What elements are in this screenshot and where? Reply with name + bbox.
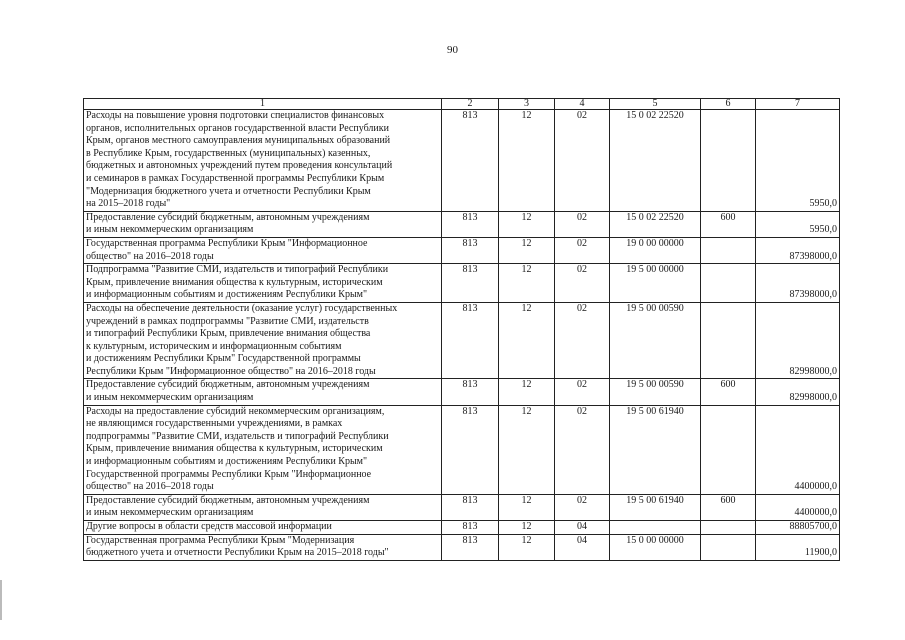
- section-code: 12: [499, 379, 555, 405]
- subsection-code: 02: [555, 264, 610, 303]
- description-line: и иным некоммерческим организациям: [86, 507, 254, 519]
- target-article-code: 19 5 00 61940: [610, 405, 701, 494]
- subsection-code: 04: [555, 534, 610, 560]
- subsection-code: 02: [555, 302, 610, 379]
- description-line: подпрограммы "Развитие СМИ, издательств и типографий Республики: [86, 430, 389, 442]
- description-line: Расходы на обеспечение деятельности (оказание услуг) государственных: [86, 302, 398, 314]
- header-row: [84, 99, 840, 110]
- expense-type-code: 600: [701, 494, 756, 520]
- ministry-code: 813: [442, 494, 499, 520]
- expense-type-code: [701, 534, 756, 560]
- table-row: [84, 534, 840, 560]
- target-article-code: 15 0 00 00000: [610, 534, 701, 560]
- subsection-code: 02: [555, 405, 610, 494]
- description-line: Государственной программы Республики Крым "Информационное: [86, 468, 372, 480]
- column-header-4: 4: [555, 99, 610, 110]
- row-description: [84, 521, 442, 535]
- section-code: 12: [499, 405, 555, 494]
- description-line: общество" на 2016–2018 годы: [86, 481, 214, 493]
- column-header-1: 1: [84, 99, 442, 110]
- target-article-code: 19 5 00 00590: [610, 302, 701, 379]
- section-code: 12: [499, 302, 555, 379]
- description-line: Крым, привлечение внимания общества к культурным, историческим: [86, 443, 383, 455]
- target-article-code: 19 5 00 00000: [610, 264, 701, 303]
- description-line: и иным некоммерческим организациям: [86, 224, 254, 236]
- section-code: 12: [499, 237, 555, 263]
- expense-type-code: [701, 405, 756, 494]
- table-row: [84, 110, 840, 212]
- row-description: [84, 110, 442, 212]
- description-line: и типографий Республики Крым, привлечение внимания общества: [86, 328, 371, 340]
- table-row: [84, 494, 840, 520]
- row-description: [84, 264, 442, 303]
- description-line: Государственная программа Республики Крым "Информационное: [86, 237, 368, 249]
- expense-type-code: [701, 264, 756, 303]
- column-header-7: 7: [756, 99, 840, 110]
- description-line: Другие вопросы в области средств массовой информации: [86, 521, 332, 532]
- amount: 82998000,0: [756, 302, 840, 379]
- description-line: и информационным событиям и достижениям Республики Крым": [86, 289, 368, 301]
- description-line: Государственная программа Республики Крым "Модернизация: [86, 534, 355, 546]
- amount: 87398000,0: [756, 237, 840, 263]
- target-article-code: 15 0 02 22520: [610, 110, 701, 212]
- description-line: органов, исполнительных органов государственной власти Республики: [86, 122, 389, 134]
- amount: 4400000,0: [756, 405, 840, 494]
- subsection-code: 04: [555, 521, 610, 535]
- table-row: [84, 405, 840, 494]
- description-line: Предоставление субсидий бюджетным, автономным учреждениям: [86, 379, 370, 391]
- budget-table: [83, 98, 840, 561]
- column-header-2: 2: [442, 99, 499, 110]
- subsection-code: 02: [555, 110, 610, 212]
- column-header-5: 5: [610, 99, 701, 110]
- section-code: 12: [499, 534, 555, 560]
- description-line: Предоставление субсидий бюджетным, автономным учреждениям: [86, 494, 370, 506]
- description-line: Расходы на повышение уровня подготовки специалистов финансовых: [86, 110, 385, 121]
- row-description: [84, 302, 442, 379]
- table-row: [84, 237, 840, 263]
- amount: 11900,0: [756, 534, 840, 560]
- description-line: Предоставление субсидий бюджетным, автономным учреждениям: [86, 211, 370, 223]
- target-article-code: 19 0 00 00000: [610, 237, 701, 263]
- table-row: [84, 211, 840, 237]
- expense-type-code: 600: [701, 211, 756, 237]
- section-code: 12: [499, 110, 555, 212]
- target-article-code: 19 5 00 61940: [610, 494, 701, 520]
- expense-type-code: [701, 521, 756, 535]
- description-line: Расходы на предоставление субсидий некоммерческим организациям,: [86, 405, 385, 417]
- expense-type-code: [701, 237, 756, 263]
- description-line: не являющимся государственными учреждениями, в рамках: [86, 418, 343, 430]
- description-line: учреждений в рамках подпрограммы "Развитие СМИ, издательств: [86, 315, 369, 327]
- amount: 82998000,0: [756, 379, 840, 405]
- section-code: 12: [499, 521, 555, 535]
- table-row: [84, 379, 840, 405]
- amount: 5950,0: [756, 211, 840, 237]
- row-description: [84, 237, 442, 263]
- amount: 5950,0: [756, 110, 840, 212]
- target-article-code: 19 5 00 00590: [610, 379, 701, 405]
- description-line: Крым, привлечение внимания общества к культурным, историческим: [86, 276, 383, 288]
- expense-type-code: [701, 302, 756, 379]
- description-line: и семинаров в рамках Государственной программы Республики Крым: [86, 172, 385, 184]
- table-row: [84, 521, 840, 535]
- ministry-code: 813: [442, 379, 499, 405]
- description-line: Подпрограмма "Развитие СМИ, издательств и типографий Республики: [86, 264, 389, 276]
- amount: 4400000,0: [756, 494, 840, 520]
- description-line: бюджетных и автономных учреждений путем проведения консультаций: [86, 160, 393, 172]
- section-code: 12: [499, 211, 555, 237]
- amount: 88805700,0: [756, 521, 840, 535]
- section-code: 12: [499, 264, 555, 303]
- description-line: Крым, органов местного самоуправления муниципальных образований: [86, 135, 391, 147]
- column-header-6: 6: [701, 99, 756, 110]
- ministry-code: 813: [442, 521, 499, 535]
- section-code: 12: [499, 494, 555, 520]
- column-header-3: 3: [499, 99, 555, 110]
- ministry-code: 813: [442, 110, 499, 212]
- description-line: к культурным, историческим и информационным событиям: [86, 340, 342, 352]
- row-description: [84, 379, 442, 405]
- subsection-code: 02: [555, 237, 610, 263]
- row-description: [84, 405, 442, 494]
- description-line: Республики Крым "Информационное общество" на 2016–2018 годы: [86, 365, 376, 377]
- ministry-code: 813: [442, 534, 499, 560]
- scan-edge-mark: [0, 580, 2, 620]
- expense-type-code: 600: [701, 379, 756, 405]
- ministry-code: 813: [442, 237, 499, 263]
- amount: 87398000,0: [756, 264, 840, 303]
- description-line: и иным некоммерческим организациям: [86, 392, 254, 404]
- subsection-code: 02: [555, 211, 610, 237]
- description-line: общество" на 2016–2018 годы: [86, 250, 214, 262]
- target-article-code: [610, 521, 701, 535]
- table-row: [84, 302, 840, 379]
- subsection-code: 02: [555, 379, 610, 405]
- description-line: и достижениям Республики Крым" Государственной программы: [86, 353, 361, 365]
- subsection-code: 02: [555, 494, 610, 520]
- description-line: "Модернизация бюджетного учета и отчетности Республики Крым: [86, 185, 371, 197]
- expense-type-code: [701, 110, 756, 212]
- row-description: [84, 494, 442, 520]
- row-description: [84, 211, 442, 237]
- row-description: [84, 534, 442, 560]
- ministry-code: 813: [442, 211, 499, 237]
- page-number: 90: [447, 44, 458, 56]
- ministry-code: 813: [442, 405, 499, 494]
- description-line: на 2015–2018 годы": [86, 198, 171, 210]
- table-row: [84, 264, 840, 303]
- ministry-code: 813: [442, 264, 499, 303]
- description-line: и информационным событиям и достижениям Республики Крым": [86, 456, 368, 468]
- target-article-code: 15 0 02 22520: [610, 211, 701, 237]
- ministry-code: 813: [442, 302, 499, 379]
- description-line: в Республике Крым, государственных (муниципальных) казенных,: [86, 147, 371, 159]
- description-line: бюджетного учета и отчетности Республики Крым на 2015–2018 годы": [86, 547, 389, 559]
